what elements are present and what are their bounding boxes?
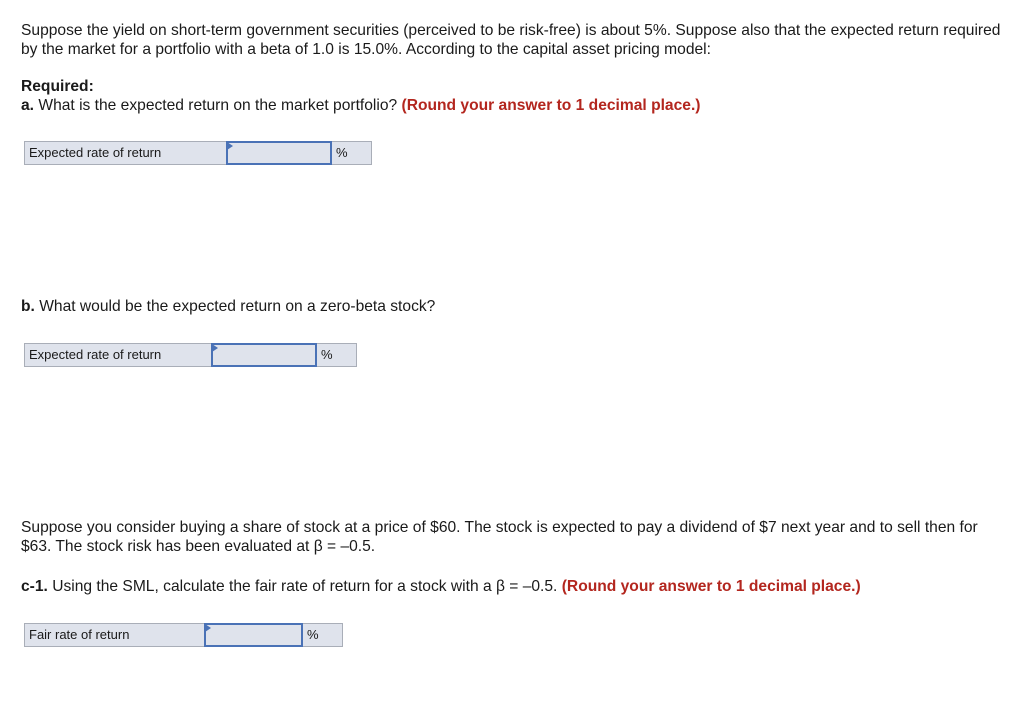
required-heading: Required: bbox=[21, 78, 94, 95]
answer-b-unit: % bbox=[317, 343, 357, 367]
answer-a-unit: % bbox=[332, 141, 372, 165]
answer-b-label: Expected rate of return bbox=[24, 343, 211, 367]
answer-b-input-wrap bbox=[211, 343, 317, 367]
answer-c1-label: Fair rate of return bbox=[24, 623, 204, 647]
question-c1-prefix: c-1. bbox=[21, 578, 48, 595]
question-c1-instruction: (Round your answer to 1 decimal place.) bbox=[561, 578, 861, 595]
answer-a-input-wrap bbox=[226, 141, 332, 165]
question-a-text: What is the expected return on the market portfolio? bbox=[34, 97, 402, 114]
question-b-text: What would be the expected return on a zero-beta stock? bbox=[34, 298, 436, 315]
answer-c1-input[interactable] bbox=[204, 623, 303, 647]
answer-row-c1 bbox=[24, 623, 343, 647]
question-c1-text: Using the SML, calculate the fair rate of return for a stock with a β = –0.5. bbox=[47, 578, 562, 595]
question-a-instruction: (Round your answer to 1 decimal place.) bbox=[401, 97, 701, 114]
answer-b-input[interactable] bbox=[211, 343, 317, 367]
question-b bbox=[21, 297, 1011, 316]
intro-paragraph: Suppose the yield on short-term government securities (perceived to be risk-free) is about 5%. Suppose also that the expected return required by the market for a portfolio with a beta of 1.0 is 15.0%. According to the capital asset pricing model: bbox=[21, 22, 1001, 58]
answer-a-label: Expected rate of return bbox=[24, 141, 226, 165]
answer-row-a bbox=[24, 141, 372, 165]
scenario-paragraph: Suppose you consider buying a share of stock at a price of $60. The stock is expected to pay a dividend of $7 next year and to sell then for $63. The stock risk has been evaluated at β = –0.5. bbox=[21, 519, 978, 555]
answer-row-b bbox=[24, 343, 357, 367]
question-b-prefix: b. bbox=[21, 298, 35, 315]
answer-c1-unit: % bbox=[303, 623, 343, 647]
answer-a-input[interactable] bbox=[226, 141, 332, 165]
answer-c1-input-wrap bbox=[204, 623, 303, 647]
question-a-prefix: a. bbox=[21, 97, 35, 114]
question-c1 bbox=[21, 577, 1011, 596]
question-a bbox=[21, 96, 1011, 115]
